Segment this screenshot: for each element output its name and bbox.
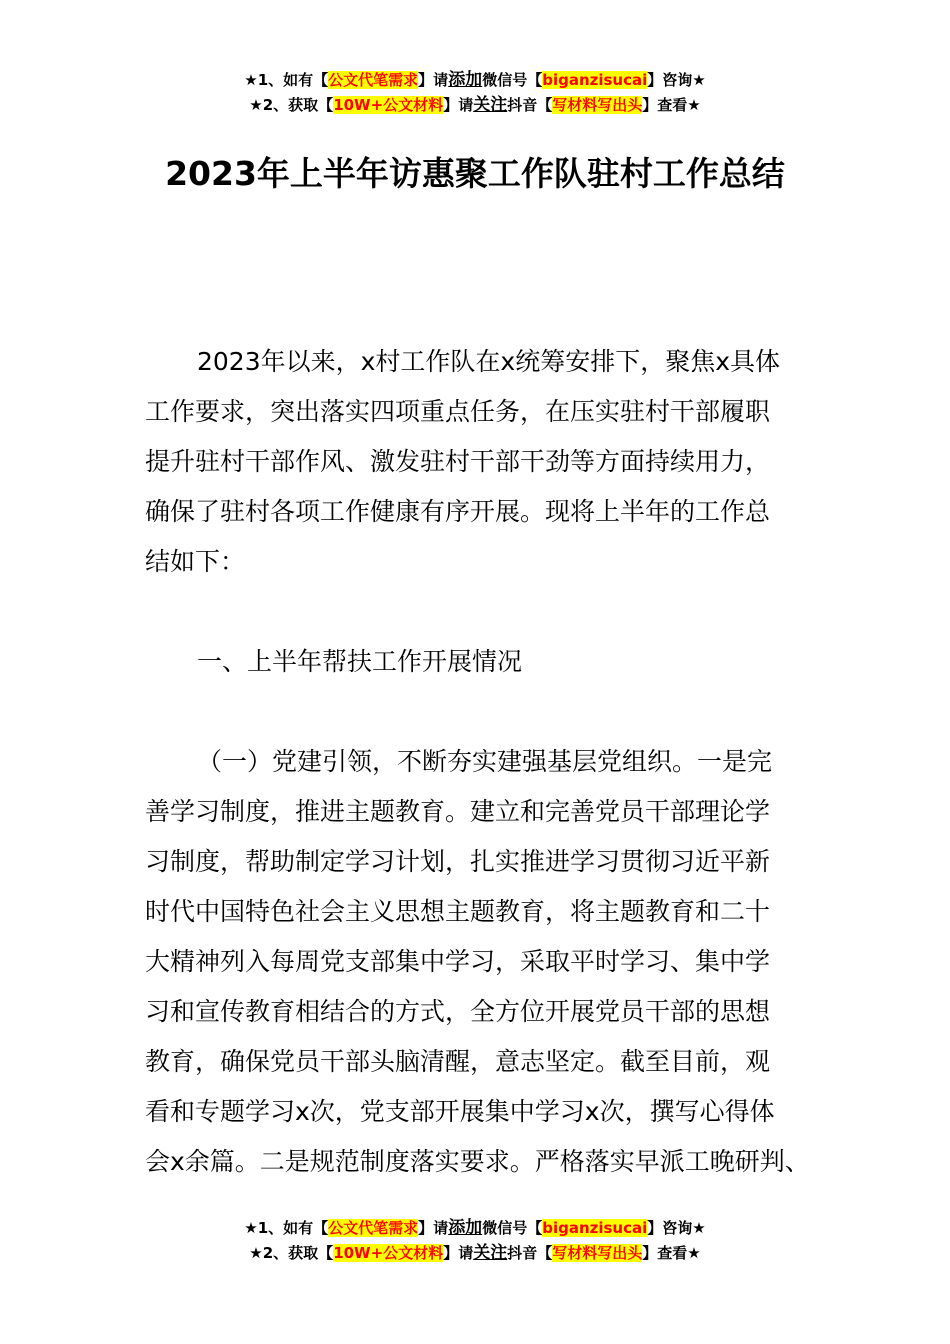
paragraph-line: 确保了驻村各项工作健康有序开展。现将上半年的工作总 bbox=[145, 497, 771, 526]
paragraph-line: 教育，确保党员干部头脑清醒，意志坚定。截至目前，观 bbox=[145, 1047, 771, 1076]
highlight-label: 写材料写出头 bbox=[552, 1244, 643, 1262]
underlined-label: 添加 bbox=[448, 70, 483, 90]
banner-text: ★2、获取【 bbox=[249, 96, 334, 114]
highlight-label: 10W+公文材料 bbox=[333, 1244, 444, 1262]
underlined-label: 关注 bbox=[473, 95, 508, 115]
banner-text: 微信号【 bbox=[482, 71, 543, 89]
banner-text: ★1、如有【 bbox=[244, 71, 329, 89]
paragraph-line: 时代中国特色社会主义思想主题教育，将主题教育和二十 bbox=[145, 897, 771, 926]
banner-text: 抖音【 bbox=[507, 96, 553, 114]
paragraph-line: 习和宣传教育相结合的方式，全方位开展党员干部的思想 bbox=[145, 997, 771, 1026]
paragraph-line: 2023年以来，x村工作队在x统筹安排下，聚焦x具体 bbox=[197, 347, 781, 376]
paragraph-line: 提升驻村干部作风、激发驻村干部干劲等方面持续用力， bbox=[145, 447, 771, 476]
banner-text: 】请 bbox=[443, 1244, 474, 1262]
underlined-label: 添加 bbox=[448, 1218, 483, 1238]
paragraph-line: 大精神列入每周党支部集中学习，采取平时学习、集中学 bbox=[145, 947, 771, 976]
banner-text: 】请 bbox=[418, 71, 449, 89]
banner-line-1 bbox=[0, 68, 950, 93]
banner-text: 】请 bbox=[443, 96, 474, 114]
intro-paragraph bbox=[145, 337, 810, 587]
banner-line-1 bbox=[0, 1216, 950, 1241]
banner-text: 】查看★ bbox=[642, 96, 701, 114]
paragraph-line: 结如下： bbox=[145, 547, 246, 576]
highlight-label: biganzisucai bbox=[542, 1219, 648, 1237]
banner-text: 】请 bbox=[418, 1219, 449, 1237]
footer-banner bbox=[0, 1216, 950, 1266]
banner-line-2 bbox=[0, 93, 950, 118]
header-banner bbox=[0, 68, 950, 118]
document-title: 2023年上半年访惠聚工作队驻村工作总结 bbox=[165, 154, 785, 193]
heading-text: 一、上半年帮扶工作开展情况 bbox=[197, 647, 523, 676]
banner-text: 】咨询★ bbox=[647, 71, 706, 89]
highlight-label: 10W+公文材料 bbox=[333, 96, 444, 114]
banner-text: 抖音【 bbox=[507, 1244, 553, 1262]
banner-line-2 bbox=[0, 1241, 950, 1266]
section-paragraph bbox=[145, 737, 810, 1187]
highlight-label: biganzisucai bbox=[542, 71, 648, 89]
paragraph-line: 善学习制度，推进主题教育。建立和完善党员干部理论学 bbox=[145, 797, 771, 826]
underlined-label: 关注 bbox=[473, 1243, 508, 1263]
paragraph-line: 看和专题学习x次，党支部开展集中学习x次，撰写心得体 bbox=[145, 1097, 775, 1126]
banner-text: ★2、获取【 bbox=[249, 1244, 334, 1262]
banner-text: 】查看★ bbox=[642, 1244, 701, 1262]
highlight-label: 公文代笔需求 bbox=[328, 1219, 419, 1237]
banner-text: 】咨询★ bbox=[647, 1219, 706, 1237]
paragraph-line: 工作要求，突出落实四项重点任务，在压实驻村干部履职 bbox=[145, 397, 771, 426]
section-heading bbox=[145, 637, 810, 687]
paragraph-line: （一）党建引领，不断夯实建强基层党组织。一是完 bbox=[197, 747, 773, 776]
paragraph-line: 习制度，帮助制定学习计划，扎实推进学习贯彻习近平新 bbox=[145, 847, 771, 876]
banner-text: ★1、如有【 bbox=[244, 1219, 329, 1237]
highlight-label: 公文代笔需求 bbox=[328, 71, 419, 89]
paragraph-line: 会x余篇。二是规范制度落实要求。严格落实早派工晚研判、 bbox=[145, 1147, 810, 1176]
banner-text: 微信号【 bbox=[482, 1219, 543, 1237]
highlight-label: 写材料写出头 bbox=[552, 96, 643, 114]
